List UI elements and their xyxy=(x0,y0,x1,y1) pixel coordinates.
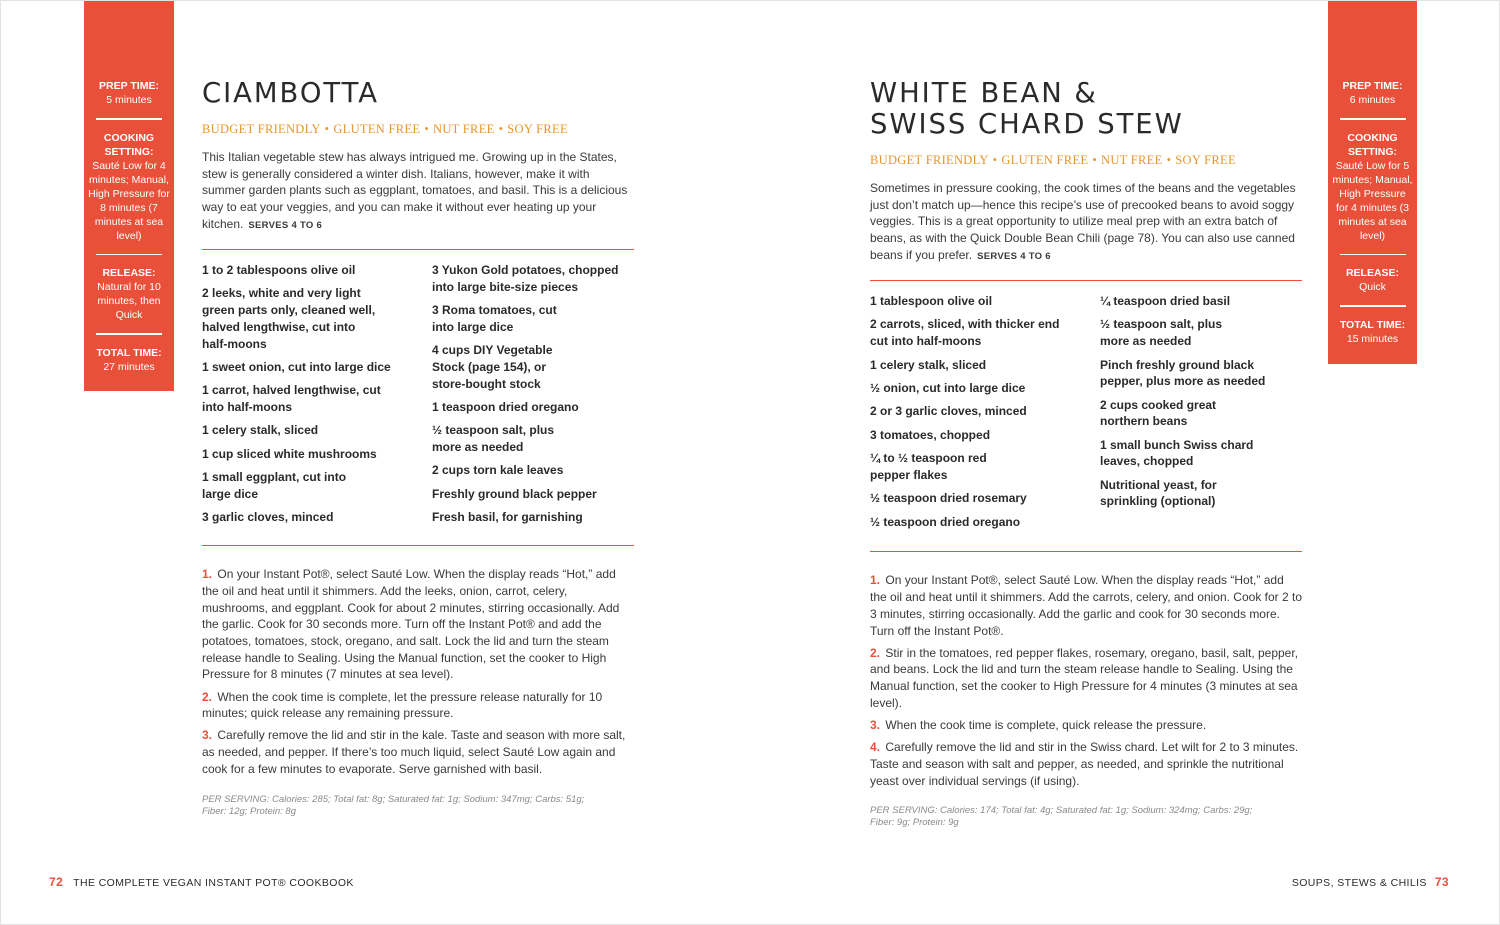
ingredient: 1 tablespoon olive oil xyxy=(870,294,993,309)
ingredient: 2 cups cooked great northern beans xyxy=(1100,397,1217,429)
directions xyxy=(202,566,634,777)
prep-time-value: 6 minutes xyxy=(1349,94,1396,106)
ingredients-column xyxy=(202,262,432,533)
ingredient: Pinch freshly ground black pepper, plus more as needed xyxy=(1100,357,1266,389)
ingredient: ½ teaspoon dried oregano xyxy=(870,514,1021,529)
tag: SOY FREE xyxy=(507,122,568,136)
ingredient: 1 cup sliced white mushrooms xyxy=(202,446,377,461)
step-text: Carefully remove the lid and stir in the kale. Taste and season with more salt, as needed, and pepper. If there’s too much liquid, select Sauté Low again and cook for a few minutes to evaporate. Serve garnished with basil. xyxy=(202,728,626,776)
tag: GLUTEN FREE xyxy=(333,122,421,136)
tag-separator: • xyxy=(498,122,504,136)
chapter-title: SOUPS, STEWS & CHILIS xyxy=(1291,877,1427,889)
ingredient: Freshly ground black pepper xyxy=(432,486,597,501)
right-recipe xyxy=(870,1,1302,829)
tag-separator: • xyxy=(992,153,998,167)
release-value: Natural for 10 minutes, then Quick xyxy=(97,281,161,321)
step-text: On your Instant Pot®, select Sauté Low. When the display reads “Hot,” add the oil and heat until it shimmers. Add the carrots, celery, and onion. Cook for 2 to 3 minutes, stirring occasionally. Add the garlic and cook for 30 seconds more. Turn off the Instant Pot®. xyxy=(870,573,1303,638)
section-divider xyxy=(202,249,634,251)
intro-text: This Italian vegetable stew has always intrigued me. Growing up in the States, stew is generally considered a winter dish. Italians, however, make it with summer garden plants such as eggplant, tomatoes, and basil. This is a delicious way to eat your veggies, and you can make it without ever heating up your kitchen. xyxy=(202,150,628,231)
tag-separator: • xyxy=(1166,153,1172,167)
direction-step xyxy=(202,566,634,683)
cooking-setting-label: COOKING SETTING: xyxy=(1347,131,1398,158)
ingredient: 1 celery stalk, sliced xyxy=(870,357,987,372)
tag-separator: • xyxy=(324,122,330,136)
ingredient: 1 celery stalk, sliced xyxy=(202,423,319,438)
total-time-label: TOTAL TIME: xyxy=(1339,318,1406,331)
page-number: 72 xyxy=(49,875,64,889)
sidebar-divider xyxy=(1340,118,1406,120)
ingredient: ½ teaspoon dried rosemary xyxy=(870,491,1027,506)
section-divider xyxy=(870,551,1302,553)
tag: SOY FREE xyxy=(1175,153,1236,167)
ingredient: ½ teaspoon salt, plus more as needed xyxy=(432,423,555,455)
right-recipe-sidebar xyxy=(1328,1,1417,364)
ingredient: 2 carrots, sliced, with thicker end cut into half-moons xyxy=(870,317,1060,349)
ingredient: ¼ teaspoon dried basil xyxy=(1100,294,1231,309)
ingredient: 1 to 2 tablespoons olive oil xyxy=(202,263,356,278)
release-value: Quick xyxy=(1359,281,1386,293)
release-label: RELEASE: xyxy=(1345,267,1400,279)
ingredient: 1 teaspoon dried oregano xyxy=(432,400,579,414)
serves: SERVES 4 TO 6 xyxy=(248,219,323,231)
ingredient: 1 small bunch Swiss chard leaves, chopped xyxy=(1100,437,1254,469)
step-text: Carefully remove the lid and stir in the Swiss chard. Let wilt for 2 to 3 minutes. Taste and season with salt and pepper, as needed, and sprinkle the nutritional yeast over individual servings (if using). xyxy=(870,740,1299,788)
tag: NUT FREE xyxy=(433,122,495,136)
direction-step xyxy=(202,689,634,722)
direction-step xyxy=(870,739,1302,789)
ingredients-column xyxy=(870,293,1100,537)
nutrition-info: PER SERVING: Calories: 174; Total fat: 4g; Saturated fat: 1g; Sodium: 324mg; Carbs: 29g; Fiber: 9g; Protein: 9g xyxy=(870,805,1253,829)
ingredient: 1 sweet onion, cut into large dice xyxy=(202,359,391,374)
right-page-footer xyxy=(1292,875,1449,889)
sidebar-divider xyxy=(96,118,162,120)
cooking-setting-value: Sauté Low for 4 minutes; Manual, High Pressure for 8 minutes (7 minutes at sea level) xyxy=(88,159,170,242)
tag: BUDGET FRIENDLY xyxy=(870,153,989,167)
recipe-title: CIAMBOTTA xyxy=(202,76,379,109)
prep-time-value: 5 minutes xyxy=(106,94,152,106)
prep-time-label: PREP TIME: xyxy=(99,80,159,92)
ingredient: 2 leeks, white and very light green parts only, cleaned well, halved lengthwise, cut into half-moons xyxy=(202,286,376,351)
sidebar-divider xyxy=(1340,305,1406,307)
step-number: 2. xyxy=(202,689,213,704)
step-text: Stir in the tomatoes, red pepper flakes, rosemary, oregano, basil, salt, pepper, and beans. Lock the lid and turn the steam release handle to Sealing. Using the Manual function, set the cooker to High Pressure for 4 minutes (3 minutes at sea level). xyxy=(870,645,1299,710)
ingredient: 1 small eggplant, cut into large dice xyxy=(202,470,347,501)
ingredient: 2 or 3 garlic cloves, minced xyxy=(870,404,1027,419)
book-title: THE COMPLETE VEGAN INSTANT POT® COOKBOOK xyxy=(73,877,354,889)
ingredient: 3 Yukon Gold potatoes, chopped into large bite-size pieces xyxy=(432,263,619,294)
page-number: 73 xyxy=(1434,875,1449,889)
left-recipe-sidebar xyxy=(84,1,174,391)
direction-step xyxy=(870,572,1302,639)
ingredient: 3 tomatoes, chopped xyxy=(870,427,991,442)
total-time-value: 15 minutes xyxy=(1346,332,1399,345)
total-time xyxy=(1328,318,1417,346)
prep-time xyxy=(1328,79,1417,107)
sidebar-divider xyxy=(1340,254,1406,256)
ingredient: ½ onion, cut into large dice xyxy=(870,380,1026,395)
release xyxy=(1328,266,1417,294)
section-divider xyxy=(202,545,634,547)
recipe-intro xyxy=(202,149,634,235)
cooking-setting-value: Sauté Low for 5 minutes; Manual, High Pressure for 4 minutes (3 minutes at sea level) xyxy=(1332,159,1413,242)
total-time xyxy=(84,346,174,374)
nutrition-info: PER SERVING: Calories: 285; Total fat: 8g; Saturated fat: 1g; Sodium: 347mg; Carbs: 51g; Fiber: 12g; Protein: 8g xyxy=(202,793,585,817)
title-line: SWISS CHARD STEW xyxy=(870,107,1184,140)
ingredients-list xyxy=(202,262,634,533)
step-text: When the cook time is complete, let the pressure release naturally for 10 minutes; quick release any remaining pressure. xyxy=(202,689,603,721)
ingredient: 2 cups torn kale leaves xyxy=(432,463,564,478)
tag-separator: • xyxy=(1092,153,1098,167)
ingredients-column xyxy=(432,262,634,533)
tag-separator: • xyxy=(424,122,430,136)
recipe-tags xyxy=(870,153,1302,168)
step-text: When the cook time is complete, quick release the pressure. xyxy=(885,718,1207,733)
ingredient: 4 cups DIY Vegetable Stock (page 154), or store-bought stock xyxy=(432,343,553,391)
title-line: WHITE BEAN & xyxy=(870,76,1098,109)
step-text: On your Instant Pot®, select Sauté Low. When the display reads “Hot,” add the oil and heat until it shimmers. Add the leeks, onion, carrot, celery, mushrooms, and eggplant. Cook for about 2 minutes, stirring occasionally. Add the garlic. Cook for 30 seconds more. Turn off the Instant Pot® and add the potatoes, tomatoes, stock, oregano, and salt. Lock the lid and turn the steam release handle to Sealing. Using the Manual function, set the cooker to High Pressure for 8 minutes (7 minutes at sea level). xyxy=(202,567,620,682)
direction-step xyxy=(202,727,634,777)
ingredients-list xyxy=(870,293,1302,537)
tag: GLUTEN FREE xyxy=(1001,153,1089,167)
recipe-tags xyxy=(202,122,634,137)
total-time-label: TOTAL TIME: xyxy=(96,346,162,359)
ingredient: 1 carrot, halved lengthwise, cut into half-moons xyxy=(202,383,381,414)
serves: SERVES 4 TO 6 xyxy=(977,250,1051,262)
tag: NUT FREE xyxy=(1101,153,1163,167)
prep-time-label: PREP TIME: xyxy=(1342,80,1403,92)
ingredient: ¼ to ½ teaspoon red pepper flakes xyxy=(870,451,987,482)
release xyxy=(84,266,174,322)
step-number: 1. xyxy=(870,573,881,588)
ingredient: Fresh basil, for garnishing xyxy=(432,510,583,525)
directions xyxy=(870,572,1302,789)
step-number: 2. xyxy=(870,645,881,660)
tag: BUDGET FRIENDLY xyxy=(202,122,321,136)
release-label: RELEASE: xyxy=(102,267,156,279)
left-recipe xyxy=(202,1,634,818)
cooking-setting-label: COOKING SETTING: xyxy=(103,131,155,158)
ingredient: ½ teaspoon salt, plus more as needed xyxy=(1100,317,1223,349)
step-number: 1. xyxy=(202,567,213,582)
ingredient: 3 Roma tomatoes, cut into large dice xyxy=(432,303,557,334)
recipe-intro xyxy=(870,180,1302,266)
left-page-footer xyxy=(49,875,354,889)
step-number: 3. xyxy=(202,728,213,743)
cooking-setting xyxy=(1328,131,1417,243)
ingredient: Nutritional yeast, for sprinkling (optional) xyxy=(1100,477,1217,509)
prep-time xyxy=(84,79,174,107)
sidebar-divider xyxy=(96,254,162,256)
direction-step xyxy=(870,717,1302,734)
section-divider xyxy=(870,280,1302,282)
ingredients-column xyxy=(1100,293,1302,537)
step-number: 3. xyxy=(870,718,881,733)
direction-step xyxy=(870,645,1302,712)
sidebar-divider xyxy=(96,333,162,335)
ingredient: 3 garlic cloves, minced xyxy=(202,510,334,525)
recipe-title xyxy=(870,77,1293,139)
cooking-setting xyxy=(84,131,174,243)
intro-text: Sometimes in pressure cooking, the cook times of the beans and the vegetables just don’t match up—hence this recipe’s use of precooked beans to avoid soggy veggies. This is a great opportunity to utilize meal prep with an extra batch of beans, as with the Quick Double Bean Chili (page 78). You can also use canned beans if you prefer. xyxy=(870,181,1296,262)
total-time-value: 27 minutes xyxy=(103,360,155,373)
step-number: 4. xyxy=(870,740,881,755)
